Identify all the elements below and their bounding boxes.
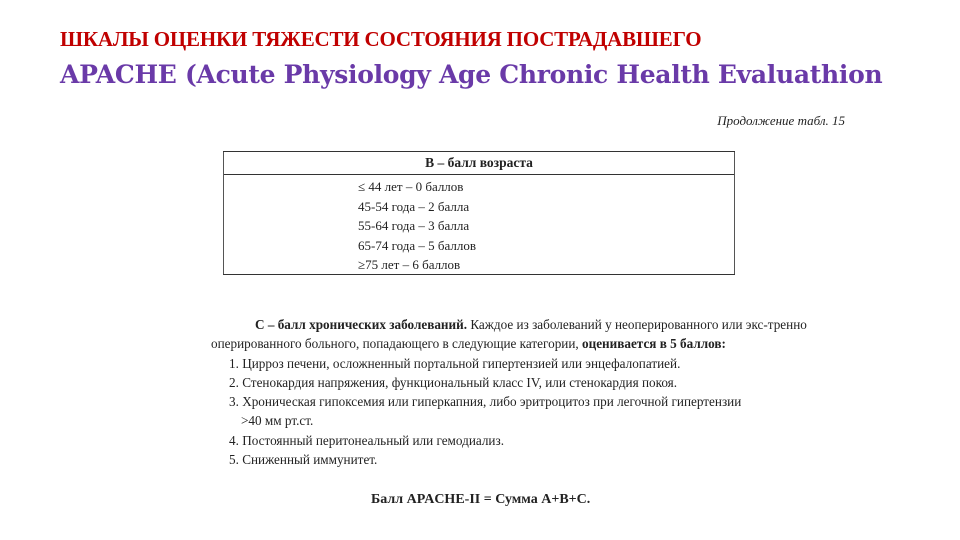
list-item-continuation: >40 мм рт.ст.	[241, 413, 314, 429]
list-item	[211, 392, 851, 431]
age-row: 65-74 года – 5 баллов	[358, 237, 476, 253]
chronic-disease-list	[211, 354, 851, 470]
chronic-paragraph	[211, 315, 851, 354]
age-row: ≥75 лет – 6 баллов	[358, 257, 461, 272]
table-right-border	[734, 152, 735, 274]
apache-formula: Балл APACHE-II = Сумма А+В+С.	[371, 492, 591, 507]
chronic-text: Каждое из заболеваний у неоперированного или экс-тренно оперированного больного, попадающего в следующие категории,	[211, 317, 807, 352]
age-row: ≤ 44 лет – 0 баллов	[358, 179, 464, 194]
list-item: 1. Цирроз печени, осложненный портальной гипертензией или энцефалопатией.	[229, 355, 681, 371]
scanned-table-image	[195, 105, 865, 530]
list-item: 4. Постоянный перитонеальный или гемодиализ.	[229, 432, 504, 448]
chronic-emphasis: оценивается в 5 баллов:	[582, 336, 726, 352]
table-left-border	[223, 152, 224, 274]
age-row: 55-64 года – 3 балла	[358, 218, 470, 233]
list-item: 5. Сниженный иммунитет.	[229, 452, 378, 468]
slide-title-ru: ШКАЛЫ ОЦЕНКИ ТЯЖЕСТИ СОСТОЯНИЯ ПОСТРАДАВШЕГО	[60, 27, 702, 51]
chronic-heading: С – балл хронических заболеваний.	[255, 317, 468, 332]
age-row: 45-54 года – 2 балла	[358, 198, 470, 214]
list-item: 2. Стенокардия напряжения, функциональный класс IV, или стенокардия покоя.	[229, 374, 678, 390]
list-item-text: 3. Хроническая гипоксемия или гиперкапния, либо эритроцитоз при легочной гипертензии	[229, 394, 742, 410]
age-table-rows	[358, 177, 476, 275]
slide-title-en: APACHE (Acute Physiology Age Chronic Health Evaluathion	[60, 60, 883, 89]
chronic-disease-section	[211, 315, 851, 469]
age-table-header: В – балл возраста	[223, 152, 735, 175]
table-continuation-label: Продолжение табл. 15	[717, 113, 845, 128]
age-score-table	[223, 151, 735, 275]
